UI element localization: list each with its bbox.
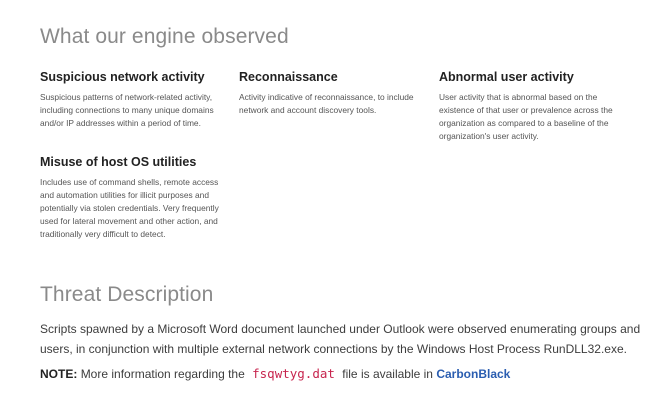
threat-note [40,366,510,381]
observation-card-title: Abnormal user activity [439,70,574,84]
threat-section-title: Threat Description [40,283,214,306]
note-label: NOTE: [40,367,78,381]
observation-card-body: Activity indicative of reconnaissance, to include network and account discovery tools. [239,92,414,115]
observation-card-reconnaissance [239,70,424,117]
observation-card-suspicious-network [40,70,225,130]
threat-description: Scripts spawned by a Microsoft Word document launched under Outlook were observed enumerating groups and users, in conjunction with multiple external network connections by the Windows Host Process RunDLL32.exe. [40,322,641,356]
note-filename: fsqwtyg.dat [252,366,335,381]
observation-card-body: User activity that is abnormal based on the existence of that user or prevalence across the organization as compared to a baseline of the organization's user activity. [439,92,613,141]
observation-card-body: Suspicious patterns of network-related activity, including connections to many unique domains and/or IP addresses within a period of time. [40,92,214,128]
observation-card-title: Reconnaissance [239,70,338,84]
observation-card-title: Suspicious network activity [40,70,205,84]
observed-section-title: What our engine observed [40,25,289,48]
note-text-before: More information regarding the [80,367,245,381]
observation-card-host-os-misuse [40,155,225,241]
observation-card-body: Includes use of command shells, remote access and automation utilities for illicit purposes and potentially via stolen credentials. Very frequently used for lateral movement and other action, and traditionally very difficult to detect. [40,177,219,239]
note-text-after: file is available in [342,367,433,381]
observation-card-title: Misuse of host OS utilities [40,155,197,169]
carbonblack-link[interactable]: CarbonBlack [436,367,511,381]
observation-card-abnormal-user [439,70,629,143]
